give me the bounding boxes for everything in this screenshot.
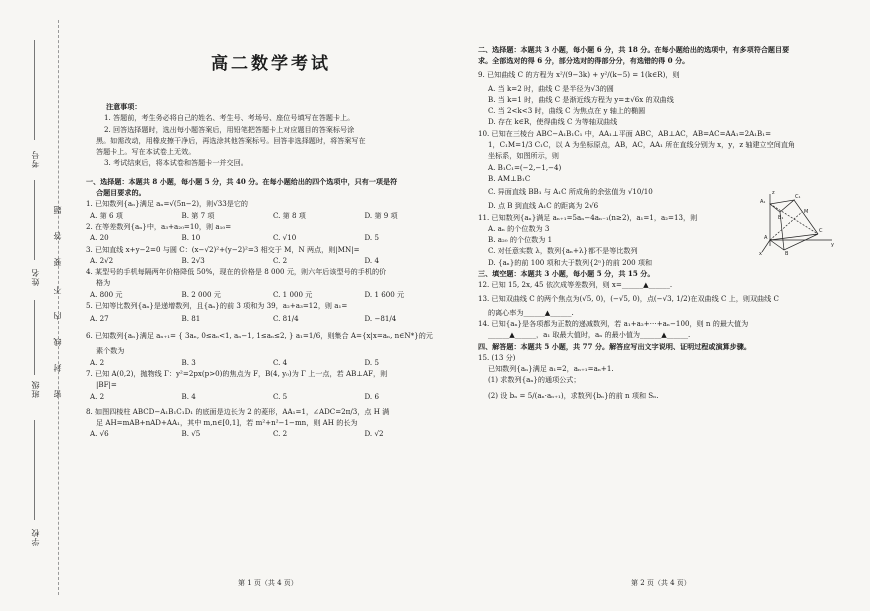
question-10-cont: 坐标系，如图所示，则	[488, 151, 559, 161]
option: C. 81/4	[273, 314, 299, 324]
option: B. √5	[181, 429, 201, 439]
question-9-option: A. 当 k=2 时，曲线 C 是半径为√3的圆	[488, 83, 614, 93]
school-line	[34, 420, 35, 520]
option: A. 27	[90, 314, 109, 324]
question-11-option: B. a₂₀ 的个位数为 1	[488, 235, 553, 245]
name-line	[34, 180, 35, 260]
question-10: 10. 已知在三棱台 ABC−A₁B₁C₁ 中，AA₁⊥平面 ABC，AB⊥AC，AB=AC=AA₁=2A₁B₁=	[478, 128, 772, 138]
question-11-option: C. 对任意实数 λ，数列{aₙ+λ}都不是等比数列	[488, 246, 638, 256]
question-7: 7. 已知 A(0,2)，抛物线 Γ：y²=2px(p>0)的焦点为 F，B(4, y₀)为 Γ 上一点，若 AB⊥AF，则	[86, 368, 388, 378]
label-exam-no: 考号	[31, 150, 40, 168]
fig-label: B	[785, 251, 789, 256]
seal-char: 要	[53, 258, 62, 266]
option: C. 5	[273, 391, 288, 401]
seal-char: 不	[53, 286, 62, 294]
question-9: 9. 已知曲线 C 的方程为 x²/(9−3k) + y²/(k−5) = 1(k∈R)，则	[478, 69, 680, 79]
label-class: 班级	[31, 380, 40, 398]
option: A. 2	[90, 391, 105, 401]
fig-label: C₁	[795, 194, 801, 200]
option: C. 4	[273, 357, 288, 367]
option: B. 4	[181, 391, 196, 401]
page-1	[86, 0, 456, 440]
page-1-footer: 第 1 页（共 4 页）	[238, 579, 298, 587]
question-6: 6. 已知数列{aₙ}满足 aₙ₊₁= { 3aₙ, 0≤aₙ<1, aₙ−1, 1≤aₙ≤2, } a₁=1/6，则集合 A={x|x=aₙ, n∈N*}的元	[86, 331, 433, 341]
fig-label: A	[764, 235, 768, 241]
option: D. 5	[364, 357, 379, 367]
question-13: 13. 已知双曲线 C 的两个焦点为(√5, 0)，(−√5, 0)，点(−√3, 1/2)在双曲线 C 上，则双曲线 C	[478, 293, 779, 303]
exam-no-line	[34, 40, 35, 140]
question-5: 5. 已知等比数列{aₙ}是递增数列，且{aₙ}的前 3 项和为 39，a₂+a₃=12，则 a₁=	[86, 301, 348, 311]
seal-char: 封	[53, 364, 62, 372]
question-15-part-1: (1) 求数列{aₙ}的通项公式；	[488, 375, 581, 385]
notice-line: 3. 考试结束后，将本试卷和答题卡一并交回。	[104, 158, 248, 168]
option: B. 10	[181, 233, 201, 243]
notice-line: 2. 回答选择题时，选出每小题答案后，用铅笔把答题卡上对应题目的答案标号涂	[104, 124, 355, 134]
notice-title: 注意事项：	[106, 102, 142, 111]
section-2-heading-cont: 求。全部选对的得 6 分，部分选对的得部分分，有选错的得 0 分。	[478, 56, 690, 66]
option: B. 2 000 元	[181, 289, 221, 299]
x-axis-line	[762, 240, 770, 252]
option: A. 2	[90, 357, 105, 367]
fig-label: x	[759, 251, 762, 256]
edge-am	[770, 212, 802, 240]
notice-line: 黑。如需改动，用橡皮擦干净后，再选涂其他答案标号。回答非选择题时，将答案写在	[96, 135, 366, 145]
question-14: 14. 已知{aₙ}是各项都为正数的递减数列，若 a₁+a₂+⋯+aₙ−100，则 n 的最大值为	[478, 318, 749, 328]
question-8: 8. 如图四棱柱 ABCD−A₁B₁C₁D₁ 的底面是边长为 2 的菱形，AA₁=1，∠ADC=2π/3，点 H 满	[86, 406, 390, 416]
seal-line	[58, 20, 59, 595]
section-1-heading: 一、选择题：本题共 8 小题，每小题 5 分，共 40 分。在每小题给出的四个选项中，只有一项是符	[86, 176, 398, 186]
class-line	[34, 300, 35, 375]
question-9-option: D. 存在 k∈R，使得曲线 C 为等轴双曲线	[488, 117, 618, 127]
bottom-face	[770, 234, 818, 250]
option: B. 第 7 项	[181, 210, 215, 220]
question-2: 2. 在等差数列{aₙ}中，a₃+a₂₀=10，则 a₁₀=	[86, 221, 232, 231]
option: D. −81/4	[364, 314, 397, 324]
option: C. 2	[273, 429, 288, 439]
fig-label: A₁	[760, 199, 766, 205]
option: B. 81	[181, 314, 201, 324]
seal-char: 内	[53, 312, 62, 320]
frustum-figure	[758, 188, 836, 256]
question-5-options	[86, 311, 456, 327]
question-10-option: C. 异面直线 BB₁ 与 A₁C 所成角的余弦值为 √10/10	[488, 187, 653, 197]
question-6-options	[86, 357, 456, 368]
fig-label: y	[831, 242, 834, 248]
edge-cc1	[794, 200, 818, 234]
option: A. 第 6 项	[90, 210, 123, 220]
question-10-option: B. AM⊥B₁C	[488, 173, 531, 183]
question-3: 3. 已知直线 x+y−2=0 与圆 C：(x−√2)²+(y−2)²=3 相交于 M，N 两点，则|MN|=	[86, 244, 360, 254]
binding-gutter	[0, 0, 90, 611]
question-14-cont: ______▲______，a₁ 取最大值时，aₙ 的最小值为______▲______.	[488, 330, 691, 340]
question-3-options	[86, 255, 456, 266]
option: D. 5	[364, 233, 379, 243]
exam-title: 高二数学考试	[211, 54, 331, 74]
seal-char: 题	[53, 206, 62, 214]
question-15-heading: 15. (13 分)	[478, 352, 516, 362]
section-2-heading: 二、选择题：本题共 3 小题，每小题 6 分，共 18 分。在每小题给出的选项中，有多项符合题目要	[478, 45, 790, 54]
question-12: 12. 已知 15, 2x, 45 依次成等差数列，则 x=______▲______.	[478, 280, 673, 290]
fig-label: C	[819, 228, 823, 234]
page-2-footer: 第 2 页（共 4 页）	[631, 579, 691, 587]
section-1-heading-cont: 合题目要求的。	[96, 188, 146, 198]
option: A. 800 元	[90, 289, 123, 299]
label-school: 学校	[31, 528, 40, 546]
question-4-options	[86, 289, 456, 300]
seal-char: 答	[53, 232, 62, 240]
question-11: 11. 已知数列{aₙ}满足 aₙ₊₁=5aₙ−4aₙ₋₁(n≥2)，a₁=1，a₂=13，则	[478, 212, 698, 222]
seal-char: 密	[53, 390, 62, 398]
question-8-cont: 足 AH=mAB+nAD+AA₁，其中 m,n∈[0,1]，若 m²+n²−1−mn，则 AH 的长为	[96, 418, 358, 428]
fig-label: M	[804, 209, 809, 215]
question-10-option: D. 点 B 到直线 A₁C 的距离为 2√6	[488, 201, 599, 211]
question-15-part-2: (2) 设 bₙ = 5/(aₙ·aₙ₊₁)，求数列{bₙ}的前 n 项和 Sₙ.	[488, 390, 659, 400]
question-1: 1. 已知数列{aₙ}满足 aₙ=√(5n−2)，则√33是它的	[86, 199, 249, 209]
option: C. 第 8 项	[273, 210, 306, 220]
option: C. 2	[273, 255, 288, 265]
option: C. 1 000 元	[273, 289, 313, 299]
question-9-option: B. 当 k=1 时，曲线 C 是渐近线方程为 y=±√6x 的双曲线	[488, 94, 674, 104]
question-6-cont: 素个数为	[96, 346, 125, 356]
notice-line: 答题卡上。写在本试卷上无效。	[96, 147, 196, 157]
notice-line: 1. 答题前，考生务必将自己的姓名、考生号、考场号、座位号填写在答题卡上。	[104, 113, 355, 123]
section-3-heading: 三、填空题：本题共 3 小题，每小题 5 分，共 15 分。	[478, 269, 655, 279]
option: D. 1 600 元	[364, 289, 405, 299]
option: C. √10	[273, 233, 297, 243]
option: D. √2	[364, 429, 384, 439]
fig-label: B₁	[778, 215, 784, 221]
question-10-option: A. B₁C₁=(−2,−1,−4)	[488, 162, 562, 172]
question-2-options	[86, 232, 456, 243]
fig-label: z	[772, 190, 775, 196]
option: B. 2√3	[181, 255, 205, 265]
question-11-option: A. aₙ 的个位数为 3	[488, 223, 550, 233]
option: B. 3	[181, 357, 196, 367]
question-7-options	[86, 391, 456, 402]
label-name: 姓名	[31, 268, 40, 286]
seal-char: 线	[53, 338, 62, 346]
question-8-options	[86, 428, 456, 439]
option: A. 2√2	[90, 255, 114, 265]
section-4-heading: 四、解答题：本题共 5 小题，共 77 分。解答应写出文字说明、证明过程或演算步骤。	[478, 341, 751, 351]
question-4-cont: 格为	[96, 278, 111, 288]
option: D. 4	[364, 255, 379, 265]
question-15-given: 已知数列{aₙ}满足 a₁=2，aₙ₊₁=aₙ+1.	[488, 364, 614, 374]
option: D. 第 9 项	[364, 210, 398, 220]
question-1-options	[86, 210, 456, 221]
question-10-cont: 1，C₁M=1/3 C₁C，以 A 为坐标原点，AB，AC，AA₁ 所在直线分别为 x，y，z 轴建立空间直角	[488, 140, 796, 150]
question-4: 4. 某型号的手机每隔两年价格降低 50%，现在的价格是 8 000 元，则六年后该型号的手机的价	[86, 267, 387, 277]
option: A. 20	[90, 233, 109, 243]
question-7-cont: |BF|=	[96, 380, 117, 390]
question-11-option: D. {aₙ}的前 100 项和大于数列{2ⁿ}的前 200 项和	[488, 257, 653, 267]
option: A. √6	[90, 429, 109, 439]
option: D. 6	[364, 391, 379, 401]
question-13-cont: 的离心率为______▲______.	[488, 307, 574, 317]
question-9-option: C. 当 2<k<3 时，曲线 C 为焦点在 y 轴上的椭圆	[488, 106, 646, 116]
